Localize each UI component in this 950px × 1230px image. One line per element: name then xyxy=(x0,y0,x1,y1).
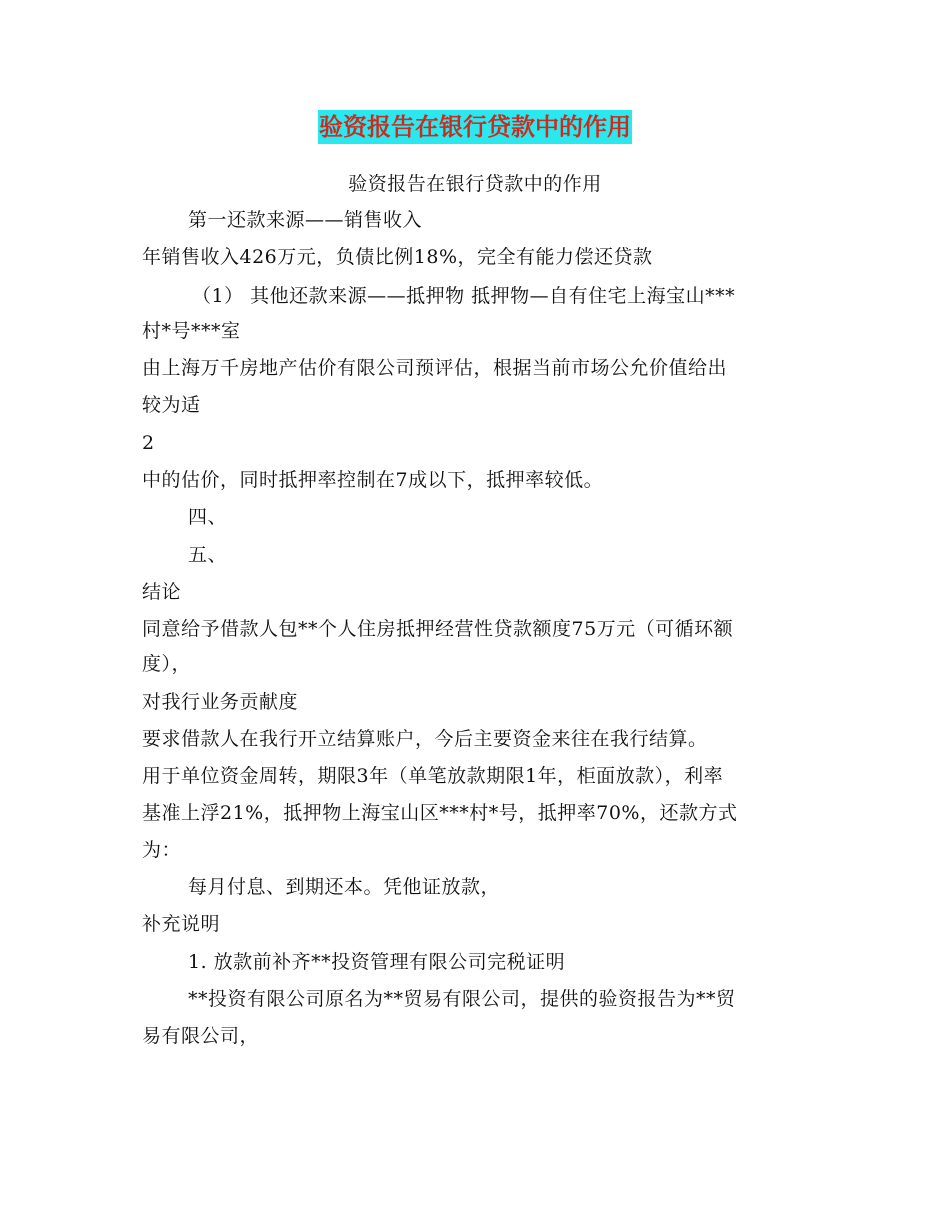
paragraph-line: 2 xyxy=(142,432,155,454)
paragraph-line: 五、 xyxy=(188,544,228,566)
paragraph-line: 易有限公司， xyxy=(142,1025,260,1047)
paragraph-line: 度）， xyxy=(142,653,192,675)
section-heading: 对我行业务贡献度 xyxy=(142,691,299,713)
section-heading: 补充说明 xyxy=(142,913,221,935)
subtitle-line: 验资报告在银行贷款中的作用 xyxy=(348,173,602,195)
document-title: 验资报告在银行贷款中的作用 xyxy=(318,110,632,144)
title-wrapper xyxy=(0,110,950,144)
paragraph-line: 要求借款人在我行开立结算账户，今后主要资金来往在我行结算。 xyxy=(142,728,708,750)
paragraph-line: 为： xyxy=(142,839,182,861)
paragraph-line: 四、 xyxy=(188,506,228,528)
paragraph-line: （1） 其他还款来源——抵押物 抵押物—自有住宅上海宝山*** xyxy=(192,285,736,307)
paragraph-line: 用于单位资金周转，期限3年（单笔放款期限1年，柜面放款），利率 xyxy=(142,765,724,787)
paragraph-line: 1. 放款前补齐**投资管理有限公司完税证明 xyxy=(188,951,566,973)
paragraph-line: **投资有限公司原名为**贸易有限公司，提供的验资报告为**贸 xyxy=(188,988,736,1010)
paragraph-line: 村*号***室 xyxy=(142,320,241,342)
paragraph-line: 基准上浮21%，抵押物上海宝山区***村*号，抵押率70%，还款方式 xyxy=(142,802,738,824)
paragraph-line: 每月付息、到期还本。凭他证放款， xyxy=(188,876,501,898)
paragraph-line: 年销售收入426万元，负债比例18%，完全有能力偿还贷款 xyxy=(142,246,653,268)
paragraph-line: 较为适 xyxy=(142,394,201,416)
section-heading: 结论 xyxy=(142,581,182,603)
paragraph-line: 第一还款来源——销售收入 xyxy=(188,209,423,231)
paragraph-line: 中的估价，同时抵押率控制在7成以下，抵押率较低。 xyxy=(142,469,604,491)
paragraph-line: 由上海万千房地产估价有限公司预评估，根据当前市场公允价值给出 xyxy=(142,357,728,379)
paragraph-line: 同意给予借款人包**个人住房抵押经营性贷款额度75万元（可循环额 xyxy=(142,618,734,640)
